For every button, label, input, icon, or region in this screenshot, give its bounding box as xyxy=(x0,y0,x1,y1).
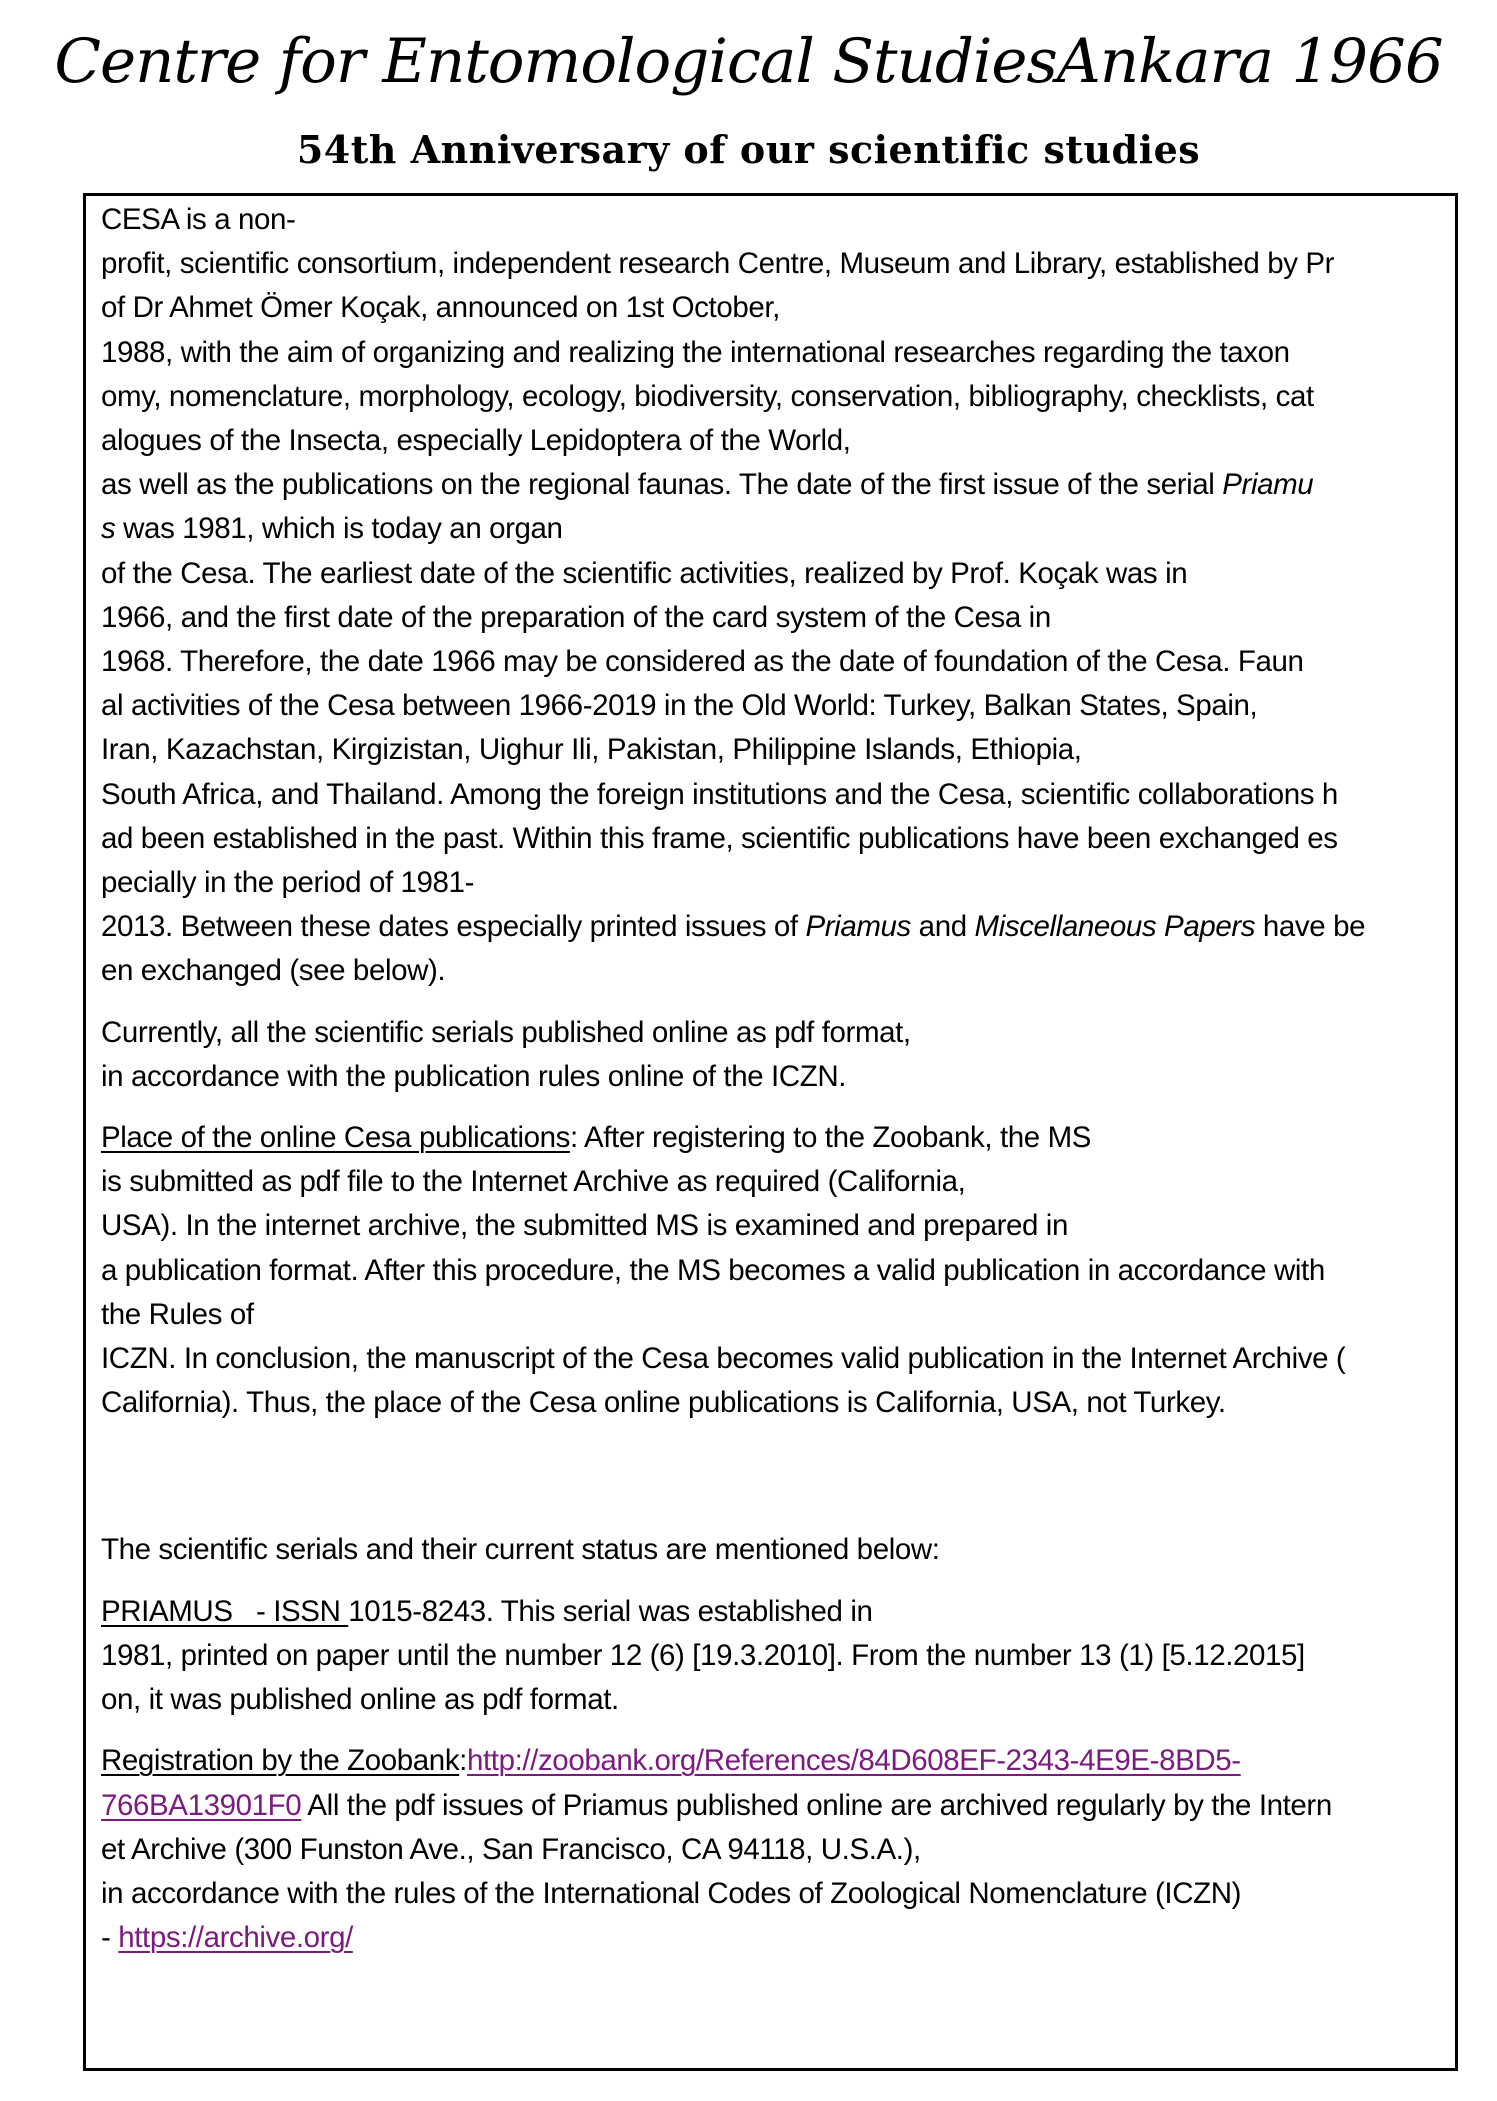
intro-paragraph xyxy=(101,198,1451,994)
text-line: 1988, with the aim of organizing and realizing the international researches regarding the taxon xyxy=(101,335,1290,369)
text-run: All the pdf issues of Priamus published online are archived regularly by the Intern xyxy=(301,1788,1332,1822)
document-body xyxy=(101,198,1451,1960)
text-run: was 1981, which is today an organ xyxy=(115,512,563,546)
text-line: a publication format. After this procedure, the MS becomes a valid publication in accordance with xyxy=(101,1253,1325,1287)
serial-name-italic: Priamu xyxy=(1222,468,1314,502)
text-run: and xyxy=(910,910,975,944)
text-line xyxy=(101,1590,1451,1634)
zoobank-link[interactable]: http://zoobank.org/References/84D608EF-2343-4E9E-8BD5- xyxy=(466,1744,1241,1778)
text-line: California). Thus, the place of the Cesa online publications is California, USA, not Turkey. xyxy=(101,1386,1226,1420)
text-line: South Africa, and Thailand. Among the foreign institutions and the Cesa, scientific collaborations h xyxy=(101,777,1338,811)
text-line: in accordance with the rules of the International Codes of Zoological Nomenclature (ICZN) xyxy=(101,1876,1242,1910)
text-line: omy, nomenclature, morphology, ecology, biodiversity, conservation, bibliography, checklists, cat xyxy=(101,379,1314,413)
text-line xyxy=(101,1784,1451,1828)
serials-paragraph xyxy=(101,1528,1451,1572)
text-line: pecially in the period of 1981- xyxy=(101,866,474,900)
text-line: 1981, printed on paper until the number 12 (6) [19.3.2010]. From the number 13 (1) [5.12.2015] xyxy=(101,1638,1305,1672)
text-line: profit, scientific consortium, independent research Centre, Museum and Library, established by Pr xyxy=(101,247,1335,281)
text-line: CESA is a non- xyxy=(101,203,296,236)
serial-name-italic: s xyxy=(101,512,116,546)
section-heading: Registration by the Zoobank xyxy=(101,1744,460,1778)
text-line: 1968. Therefore, the date 1966 may be considered as the date of foundation of the Cesa. Faun xyxy=(101,645,1304,679)
text-line xyxy=(101,1116,1451,1160)
text-run: - xyxy=(101,1921,119,1955)
text-run: have be xyxy=(1255,910,1366,944)
text-line: the Rules of xyxy=(101,1297,254,1331)
archive-link[interactable]: https://archive.org/ xyxy=(118,1921,353,1955)
text-line: The scientific serials and their current status are mentioned below: xyxy=(101,1533,940,1567)
text-line: Currently, all the scientific serials published online as pdf format, xyxy=(101,1015,911,1049)
text-line xyxy=(101,1916,1451,1960)
zoobank-paragraph xyxy=(101,1739,1451,1960)
text-line: ad been established in the past. Within this frame, scientific publications have been exchanged es xyxy=(101,821,1338,855)
text-line: on, it was published online as pdf format. xyxy=(101,1683,619,1717)
text-line: ICZN. In conclusion, the manuscript of the Cesa becomes valid publication in the Internet Archive ( xyxy=(101,1342,1346,1376)
text-line: et Archive (300 Funston Ave., San Francisco, CA 94118, U.S.A.), xyxy=(101,1832,921,1866)
text-line: 1966, and the first date of the preparation of the card system of the Cesa in xyxy=(101,600,1051,634)
text-line xyxy=(101,463,1451,507)
text-line xyxy=(101,905,1451,949)
text-line: Iran, Kazachstan, Kirgizistan, Uighur Ili, Pakistan, Philippine Islands, Ethiopia, xyxy=(101,733,1082,767)
text-line: al activities of the Cesa between 1966-2019 in the Old World: Turkey, Balkan States, Spain, xyxy=(101,689,1258,723)
place-paragraph xyxy=(101,1116,1451,1425)
zoobank-link-continued[interactable]: 766BA13901F0 xyxy=(101,1788,302,1822)
text-line xyxy=(101,507,1451,551)
text-line: alogues of the Insecta, especially Lepidoptera of the World, xyxy=(101,424,851,458)
text-run: 1015-8243. This serial was established in xyxy=(348,1594,873,1628)
text-line: is submitted as pdf file to the Internet Archive as required (California, xyxy=(101,1165,966,1199)
text-run: 2013. Between these dates especially printed issues of xyxy=(101,910,806,944)
section-heading: Place of the online Cesa publications xyxy=(101,1121,570,1155)
section-heading: PRIAMUS - ISSN xyxy=(101,1594,349,1628)
text-line xyxy=(101,1739,1451,1783)
page-title: Centre for Entomological StudiesAnkara 1966 xyxy=(54,26,1443,97)
online-paragraph xyxy=(101,1011,1451,1099)
text-line: of the Cesa. The earliest date of the scientific activities, realized by Prof. Koçak was in xyxy=(101,556,1188,590)
text-run: : xyxy=(459,1744,467,1778)
serial-name-italic: Miscellaneous Papers xyxy=(974,910,1256,944)
priamus-paragraph xyxy=(101,1590,1451,1723)
text-run: : After registering to the Zoobank, the MS xyxy=(569,1121,1092,1155)
text-run: as well as the publications on the regional faunas. The date of the first issue of the serial xyxy=(101,468,1223,502)
page-subtitle: 54th Anniversary of our scientific studies xyxy=(296,127,1201,172)
serial-name-italic: Priamus xyxy=(805,910,911,944)
text-line: in accordance with the publication rules online of the ICZN. xyxy=(101,1059,847,1093)
text-line: of Dr Ahmet Ömer Koçak, announced on 1st October, xyxy=(101,291,780,325)
text-line: en exchanged (see below). xyxy=(101,954,446,988)
text-line: USA). In the internet archive, the submitted MS is examined and prepared in xyxy=(101,1209,1068,1243)
